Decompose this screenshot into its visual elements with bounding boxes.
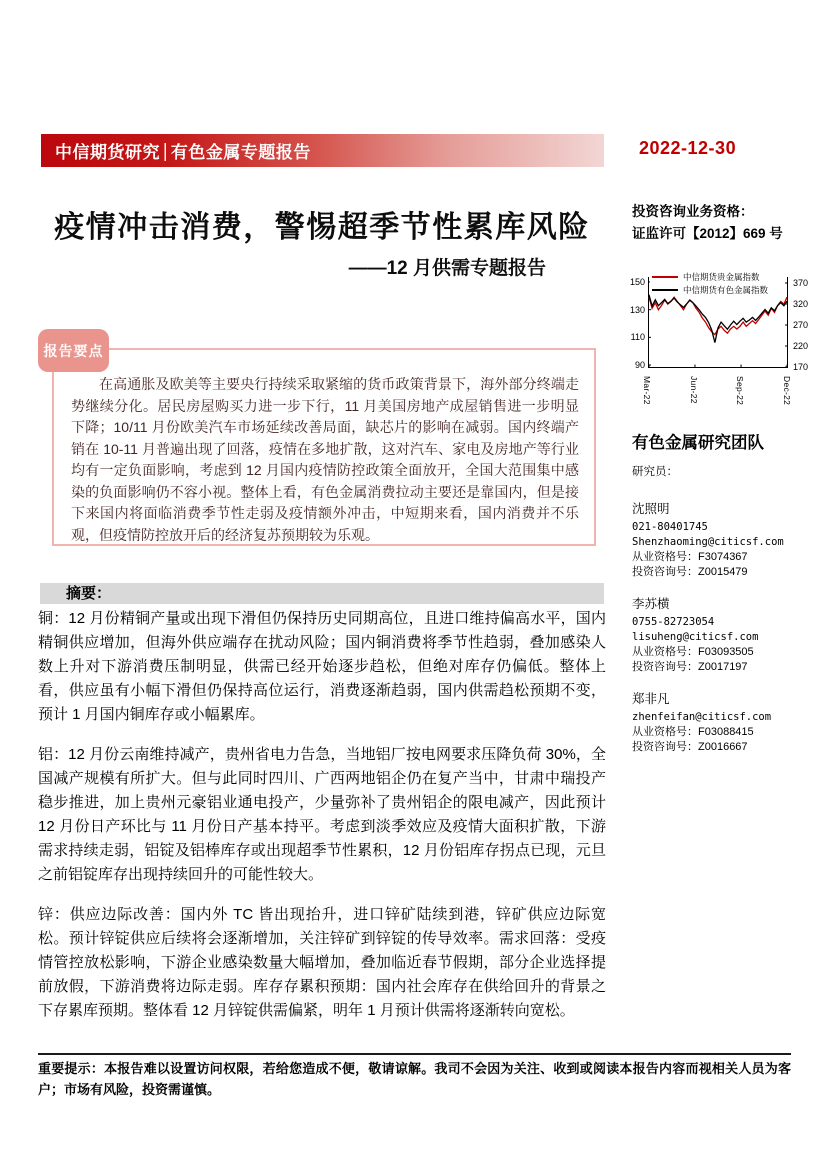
header-banner xyxy=(41,134,604,167)
researcher-card xyxy=(632,594,818,675)
team-title: 有色金属研究团队 xyxy=(632,434,764,452)
brand-name: 中信期货研究 xyxy=(55,143,160,162)
left-axis-tick: 150 xyxy=(629,277,645,287)
legend-line-red xyxy=(652,276,678,278)
paragraph-copper: 铜：12 月份精铜产量或出现下滑但仍保持历史同期高位，且进口维持偏高水平，国内精铜供应增加，但海外供应端存在扰动风险；国内铜消费将季节性趋弱，叠加感染人数上升对下游消费压制明显，供需已经开始逐步趋松，但绝对库存仍偏低。整体上看，供应虽有小幅下滑但仍保持高位运行，消费逐渐趋弱，国内供需趋松预期不变，预计 1 月国内铜库存或小幅累库。 xyxy=(38,610,606,723)
highlights-text: 在高通胀及欧美等主要央行持续采取紧缩的货币政策背景下，海外部分终端走势继续分化。居民房屋购买力进一步下行，11 月美国房地产成屋销售进一步明显下降；10/11 月份欧美汽车市场延续改善局面，缺芯片的影响在减弱。国内终端产销在 10-11 月普遍出现了回落，疫情在多地扩散，这对汽车、家电及房地产等行业均有一定负面影响，考虑到 12 月国内疫情防控政策全面放开，全国大范围集中感染的负面影响仍不容小视。整体上看，有色金属消费拉动主要还是靠国内，但是接下来国内将面临消费季节性走弱及疫情额外冲击，中短期来看，国内消费并不乐观，但疫情防控放开后的经济复苏预期较为乐观。 xyxy=(71,376,579,543)
team-role-label: 研究员： xyxy=(632,466,678,478)
x-axis-tick: Mar-22 xyxy=(642,376,652,405)
x-axis-tick: Dec-22 xyxy=(782,376,792,406)
left-axis-tick: 130 xyxy=(629,304,645,315)
report-date: 2022-12-30 xyxy=(639,138,737,158)
header-divider: | xyxy=(163,139,168,161)
right-axis-tick: 270 xyxy=(793,320,809,330)
research-team xyxy=(632,429,818,769)
researcher-advisory: 投资咨询号：Z0017197 xyxy=(632,661,748,673)
researcher-name: 郑非凡 xyxy=(632,692,670,706)
report-title: 疫情冲击消费，警惕超季节性累库风险 xyxy=(54,211,590,244)
x-axis-tick: Sep-22 xyxy=(735,376,746,406)
researcher-advisory: 投资咨询号：Z0016667 xyxy=(632,741,748,753)
qualification-block xyxy=(632,201,814,244)
researcher-card xyxy=(632,499,818,580)
highlights-tab: 报告要点 xyxy=(38,329,109,372)
researcher-email: zhenfeifan@citicsf.com xyxy=(632,711,772,723)
left-axis-tick: 90 xyxy=(634,360,645,370)
footer-disclaimer: 重要提示：本报告难以设置访问权限，若给您造成不便，敬请谅解。我司不会因为关注、收到或阅读本报告内容而视相关人员为客户；市场有风险，投资需谨慎。 xyxy=(38,1053,791,1100)
qualification-line1: 投资咨询业务资格： xyxy=(632,204,754,219)
legend-label: 中信期货有色金属指数 xyxy=(683,284,769,295)
right-axis-tick: 370 xyxy=(793,278,809,288)
researcher-cert: 从业资格号：F03093505 xyxy=(632,646,754,658)
price-chart xyxy=(628,270,826,432)
paragraph-aluminum: 铝：12 月份云南维持减产，贵州省电力告急，当地铝厂按电网要求压降负荷 30%，全国减产规模有所扩大。但与此同时四川、广西两地铝企仍在复产当中，甘肃中瑞投产稳步推进，加上贵州元豪铝业通电投产，少量弥补了贵州铝企的限电减产，因此预计 12 月份日产环比与 11 月份日产基本持平。考虑到淡季效应及疫情大面积扩散，下游需求持续走弱，铝锭及铝棒库存或出现超季节性累积，12 月份铝库存拐点已现，元旦之前铝锭库存出现持续回升的可能性较大。 xyxy=(38,746,606,883)
researcher-advisory: 投资咨询号：Z0015479 xyxy=(632,566,748,578)
legend-line-black xyxy=(652,289,678,291)
researcher-email: Shenzhaoming@citicsf.com xyxy=(632,536,784,548)
chart-legend xyxy=(650,270,770,296)
right-axis-tick: 170 xyxy=(793,362,809,372)
qualification-line2: 证监许可【2012】669 号 xyxy=(632,225,783,241)
legend-label: 中信期货贵金属指数 xyxy=(683,271,760,282)
researcher-card xyxy=(632,689,818,755)
researcher-phone: 0755-82723054 xyxy=(632,616,715,628)
researcher-name: 沈照明 xyxy=(632,502,670,516)
report-category: 有色金属专题报告 xyxy=(170,143,311,162)
left-axis-tick: 110 xyxy=(630,332,645,343)
researcher-name: 李苏横 xyxy=(632,597,670,611)
legend-item-nonferrous xyxy=(650,283,770,296)
abstract-heading: 摘要： xyxy=(40,583,604,604)
researcher-email: lisuheng@citicsf.com xyxy=(632,631,759,643)
researcher-cert: 从业资格号：F3074367 xyxy=(632,551,748,563)
chart-series-line xyxy=(649,295,787,343)
abstract-body xyxy=(38,607,606,1039)
paragraph-zinc: 锌：供应边际改善：国内外 TC 皆出现抬升，进口锌矿陆续到港，锌矿供应边际宽松。预计锌锭供应后续将会逐渐增加，关注锌矿到锌锭的传导效率。需求回落：受疫情管控放松影响，下游企业感染数量大幅增加，叠加临近春节假期，部分企业选择提前放假，下游消费将边际走弱。库存存累积预期：国内社会库存在供给回升的背景之下存累库预期。整体看 12 月锌锭供需偏紧，明年 1 月预计供需将逐渐转向宽松。 xyxy=(38,906,606,1019)
report-subtitle: ——12 月供需专题报告 xyxy=(348,258,546,279)
x-axis-tick: Jun-22 xyxy=(688,376,699,404)
researcher-cert: 从业资格号：F03088415 xyxy=(632,726,754,738)
researcher-phone: 021-80401745 xyxy=(632,521,708,533)
right-axis-tick: 220 xyxy=(793,341,809,351)
legend-item-precious xyxy=(650,270,770,283)
right-axis-tick: 320 xyxy=(793,299,809,309)
highlights-box xyxy=(52,348,596,546)
